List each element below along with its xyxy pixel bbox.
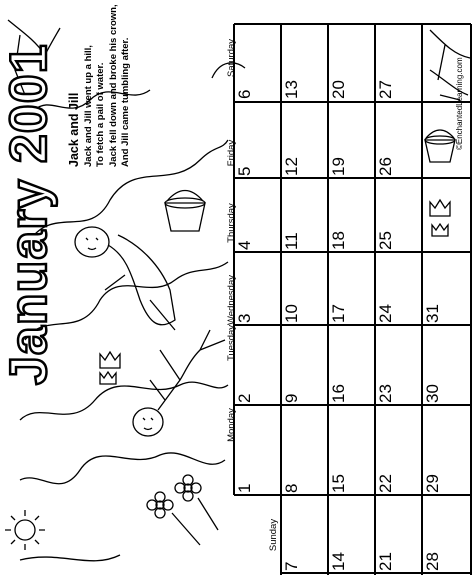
weekday-thursday: Thursday (226, 203, 237, 243)
day-cell: 28 (423, 552, 442, 571)
day-cell: 3 (235, 313, 254, 323)
day-cell: 21 (376, 552, 395, 571)
day-cell: 2 (235, 393, 254, 403)
day-cell: 17 (329, 304, 348, 323)
day-cell: 26 (376, 157, 395, 176)
poem-line: And Jill came tumbling after. (120, 37, 131, 167)
day-cell: 31 (423, 304, 442, 323)
day-cell: 6 (235, 89, 254, 99)
day-cell: 27 (376, 80, 395, 99)
day-cell: 24 (376, 304, 395, 323)
day-cell: 11 (282, 232, 301, 250)
day-cell: 23 (376, 384, 395, 403)
day-cell: 9 (282, 393, 301, 403)
calendar-title: January 2001 (0, 43, 58, 385)
weekday-saturday: Saturday (226, 38, 237, 78)
weekday-tuesday: Tuesday (226, 324, 237, 362)
poem-line: Jack fell down and broke his crown, (107, 4, 119, 167)
day-cell: 15 (329, 474, 348, 493)
day-cell: 10 (282, 304, 301, 323)
day-cell: 14 (329, 552, 348, 571)
day-cell: 13 (282, 80, 301, 99)
poem-line: Jack and Jill went up a hill, (82, 45, 94, 167)
weekday-wednesday: Wednesday (226, 275, 237, 325)
day-cell: 7 (282, 561, 301, 571)
poem-title: Jack and Jill (67, 92, 81, 167)
weekday-friday: Friday (226, 139, 237, 167)
day-cell: 29 (423, 474, 442, 493)
day-cell: 19 (329, 157, 348, 176)
poem-line: To fetch a pail of water. (95, 62, 106, 167)
weekday-sunday: Sunday (268, 518, 279, 552)
nursery-rhyme (67, 4, 133, 167)
day-cell: 18 (329, 231, 348, 250)
day-cell: 12 (282, 157, 301, 176)
day-cell: 22 (376, 474, 395, 493)
day-cell: 8 (282, 483, 301, 493)
day-cell: 1 (235, 483, 254, 493)
weekday-monday: Monday (226, 408, 237, 442)
day-cell: 20 (329, 80, 348, 99)
day-cell: 25 (376, 231, 395, 250)
copyright-credit: ©EnchantedLearning.com (455, 57, 464, 150)
day-cell: 16 (329, 384, 348, 403)
day-cell: 4 (235, 240, 254, 250)
day-cell: 5 (235, 166, 254, 176)
day-cell: 30 (423, 384, 442, 403)
